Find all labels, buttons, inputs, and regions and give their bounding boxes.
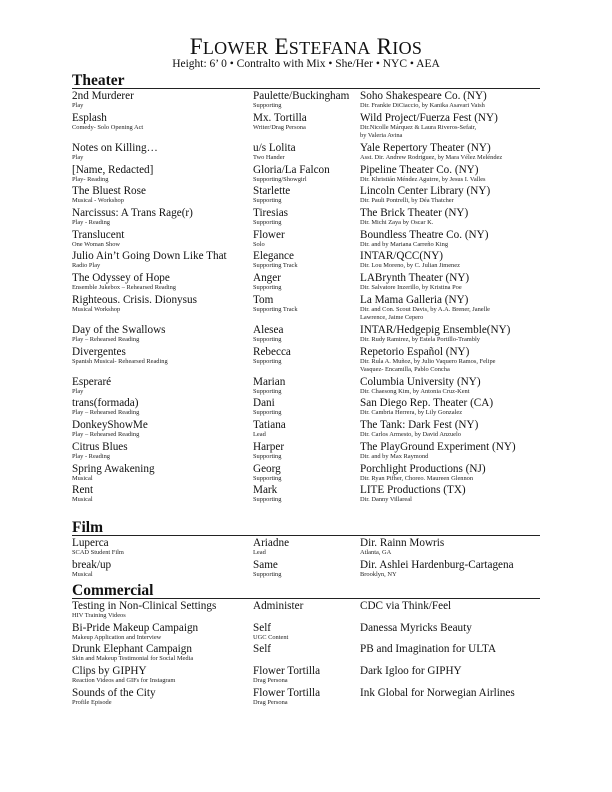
- venue-column: [360, 537, 542, 558]
- production-title: trans(formada): [72, 397, 139, 410]
- venue-column: [360, 294, 542, 323]
- role-name: Georg: [253, 462, 281, 475]
- role-column: [253, 112, 357, 133]
- role-note: Supporting: [253, 102, 282, 109]
- venue-name: Soho Shakespeare Co. (NY): [360, 90, 487, 102]
- venue-name: Dir. Ashlei Hardenburg-Cartagena: [360, 558, 514, 571]
- venue-name: La Mama Galleria (NY): [360, 293, 469, 306]
- director-credit: Dir. Carlos Armesto, by David Anzuelo: [360, 431, 461, 439]
- credit-list: [72, 90, 540, 506]
- credit-row: [72, 324, 540, 346]
- credit-row: [72, 463, 540, 485]
- venue-column: [360, 142, 542, 163]
- production-title: Testing in Non-Clinical Settings: [72, 600, 217, 612]
- role-name: Mark: [253, 484, 278, 497]
- role-column: [253, 537, 357, 558]
- role-note: Supporting Track: [253, 262, 298, 270]
- production-type: Ensemble Jukebox – Rehearsed Reading: [72, 284, 176, 291]
- director-credit: Dir. Danny Villareal: [360, 496, 412, 504]
- section-divider: [72, 535, 540, 536]
- role-note: Supporting/Showgirl: [253, 175, 307, 183]
- production-type: One Woman Show: [72, 240, 121, 248]
- role-column: [253, 397, 357, 418]
- role-note: Drag Persona: [253, 677, 288, 685]
- venue-column: [360, 207, 542, 228]
- role-note: UGC Content: [253, 633, 289, 641]
- director-credit: Dir. Rula A. Muñoz, by Julio Vaquero Ramos, Felipe: [360, 357, 496, 365]
- production-column: [72, 559, 248, 580]
- production-column: [72, 90, 248, 111]
- production-column: [72, 600, 248, 621]
- venue-name: CDC via Think/Feel: [360, 600, 452, 612]
- role-name: Flower Tortilla: [253, 686, 321, 699]
- role-name: u/s Lolita: [253, 141, 296, 154]
- production-title: Clips by GIPHY: [72, 665, 147, 678]
- credit-row: [72, 185, 540, 207]
- role-column: [253, 622, 357, 643]
- venue-name: INTAR/Hedgepig Ensemble(NY): [360, 323, 511, 336]
- role-column: [253, 687, 357, 708]
- production-column: [72, 463, 248, 484]
- production-title: Bi-Pride Makeup Campaign: [72, 621, 199, 634]
- role-name: Administer: [253, 600, 304, 612]
- venue-name: Ink Global for Norwegian Airlines: [360, 686, 515, 699]
- venue-name: LABrynth Theater (NY): [360, 272, 470, 284]
- section-title: Film: [72, 519, 103, 536]
- role-note: Supporting: [253, 387, 282, 395]
- role-name: Tom: [253, 293, 274, 306]
- venue-column: [360, 600, 542, 612]
- role-name: Self: [253, 643, 272, 656]
- production-type: Play: [72, 387, 84, 395]
- production-type: Reaction Videos and GIFs for Instagram: [72, 677, 176, 685]
- production-column: [72, 346, 248, 367]
- venue-column: [360, 484, 542, 505]
- credit-row: [72, 397, 540, 419]
- production-column: [72, 397, 248, 418]
- venue-name: LITE Productions (TX): [360, 484, 466, 497]
- production-type: Musical: [72, 570, 93, 578]
- role-name: Anger: [253, 272, 281, 284]
- credit-row: [72, 484, 540, 506]
- director-credit: Dir. Lou Moreno, by C. Julian Jimenez: [360, 262, 460, 270]
- production-type: Musical: [72, 496, 93, 504]
- director-credit: Dir. Khristián Méndez Aguirre, by Jesus I. Valles: [360, 175, 486, 183]
- role-note: Supporting: [253, 284, 282, 291]
- venue-name: Wild Project/Fuerza Fest (NY): [360, 111, 498, 124]
- role-note: Supporting: [253, 452, 282, 460]
- director-credit: Brooklyn, NY: [360, 570, 397, 578]
- production-type: Musical Workshop: [72, 305, 121, 313]
- role-column: [253, 229, 357, 250]
- venue-column: [360, 559, 542, 580]
- role-column: [253, 324, 357, 345]
- production-type: Play: [72, 102, 84, 109]
- role-name: Rebecca: [253, 345, 291, 358]
- role-note: Two Hander: [253, 153, 285, 161]
- role-name: Harper: [253, 440, 285, 453]
- production-type: Play - Reading: [72, 452, 110, 460]
- venue-name: Lincoln Center Library (NY): [360, 185, 491, 198]
- role-name: Tatiana: [253, 419, 286, 432]
- venue-column: [360, 376, 542, 397]
- production-type: Play- Reading: [72, 175, 109, 183]
- section-divider: [72, 88, 540, 89]
- role-column: [253, 185, 357, 206]
- credit-row: [72, 643, 540, 665]
- performer-name: FLOWER ESTEFANA RIOS: [189, 34, 423, 59]
- role-name: Gloria/La Falcon: [253, 163, 330, 176]
- director-credit: Dir. Ryan Pifher, Choreo. Maureen Glennon: [360, 474, 474, 482]
- director-credit-cont: Vasquez- Encamilla, Pablo Concha: [360, 366, 450, 374]
- credit-row: [72, 112, 540, 142]
- role-column: [253, 463, 357, 484]
- director-credit: Dir.Nicolle Márquez & Laura Riveros-Sefair,: [360, 123, 477, 131]
- section-film: [72, 520, 540, 580]
- credit-row: [72, 622, 540, 644]
- role-name: Flower: [253, 228, 285, 241]
- role-note: Supporting: [253, 335, 282, 343]
- production-title: [Name, Redacted]: [72, 163, 154, 176]
- production-column: [72, 537, 248, 558]
- production-type: Comedy- Solo Opening Act: [72, 123, 144, 131]
- production-type: Musical - Workshop: [72, 197, 124, 205]
- production-column: [72, 687, 248, 708]
- credit-row: [72, 376, 540, 398]
- role-name: Self: [253, 621, 272, 634]
- production-title: The Bluest Rose: [72, 185, 146, 198]
- venue-column: [360, 346, 542, 375]
- section-title: Commercial: [72, 582, 154, 599]
- production-title: Citrus Blues: [72, 440, 128, 453]
- venue-name: The Brick Theater (NY): [360, 206, 469, 219]
- venue-column: [360, 90, 542, 111]
- production-type: Skin and Makeup Testimonial for Social Media: [72, 655, 194, 663]
- production-column: [72, 142, 248, 163]
- venue-name: The PlayGround Experiment (NY): [360, 440, 516, 453]
- role-column: [253, 419, 357, 440]
- production-column: [72, 250, 248, 271]
- production-title: Julio Ain’t Going Down Like That: [72, 250, 227, 263]
- director-credit: Asst. Dir. Andrew Rodriguez, by Mara Vélez Meléndez: [360, 153, 503, 161]
- director-credit: Dir. Salvatore Inzerillo, by Kristina Poe: [360, 284, 462, 291]
- venue-column: [360, 250, 542, 271]
- venue-column: [360, 687, 542, 699]
- role-column: [253, 346, 357, 367]
- production-title: Esplash: [72, 111, 107, 124]
- production-type: Play – Rehearsed Reading: [72, 409, 140, 417]
- production-type: Makeup Application and Interview: [72, 633, 162, 641]
- credit-row: [72, 207, 540, 229]
- role-column: [253, 207, 357, 228]
- venue-name: Yale Repertory Theater (NY): [360, 141, 491, 154]
- production-type: Play – Rehearsed Reading: [72, 335, 140, 343]
- production-title: Sounds of the City: [72, 686, 156, 699]
- director-credit: Dir. Rudy Ramirez, by Estela Portillo-Trambly: [360, 335, 480, 343]
- section-title: Theater: [72, 72, 125, 89]
- director-credit: Dir. and Con. Scout Davis, by A.A. Brener, Janelle: [360, 305, 491, 313]
- production-column: [72, 207, 248, 228]
- credit-row: [72, 419, 540, 441]
- production-column: [72, 622, 248, 643]
- venue-name: San Diego Rep. Theater (CA): [360, 397, 494, 410]
- production-column: [72, 294, 248, 315]
- venue-column: [360, 463, 542, 484]
- role-column: [253, 164, 357, 185]
- credit-row: [72, 687, 540, 709]
- director-credit: Dir. and by Mariana Carreño King: [360, 240, 449, 248]
- credit-row: [72, 600, 540, 622]
- production-column: [72, 324, 248, 345]
- venue-column: [360, 185, 542, 206]
- role-name: Marian: [253, 375, 286, 388]
- production-type: Spanish Musical- Rehearsed Reading: [72, 357, 168, 365]
- director-credit: Atlanta, GA: [360, 549, 392, 556]
- production-column: [72, 419, 248, 440]
- credit-row: [72, 250, 540, 272]
- production-column: [72, 441, 248, 462]
- venue-column: [360, 229, 542, 250]
- director-credit: Dir. Michi Zaya by Oscar K.: [360, 218, 434, 226]
- production-column: [72, 376, 248, 397]
- production-title: Rent: [72, 484, 94, 497]
- role-column: [253, 665, 357, 686]
- role-note: Solo: [253, 240, 265, 248]
- role-name: Paulette/Buckingham: [253, 90, 350, 102]
- production-column: [72, 185, 248, 206]
- credit-row: [72, 142, 540, 164]
- role-note: Lead: [253, 431, 266, 439]
- role-name: Same: [253, 558, 278, 571]
- role-name: Tiresias: [253, 206, 289, 219]
- venue-name: Danessa Myricks Beauty: [360, 621, 472, 634]
- venue-column: [360, 164, 542, 185]
- venue-name: Boundless Theatre Co. (NY): [360, 228, 489, 241]
- role-column: [253, 294, 357, 315]
- production-title: Divergentes: [72, 345, 126, 358]
- credit-row: [72, 441, 540, 463]
- role-column: [253, 250, 357, 271]
- role-name: Alesea: [253, 323, 284, 336]
- production-type: Radio Play: [72, 262, 101, 270]
- production-title: Drunk Elephant Campaign: [72, 643, 192, 656]
- role-note: Drag Persona: [253, 698, 288, 706]
- role-column: [253, 559, 357, 580]
- production-title: Day of the Swallows: [72, 323, 166, 336]
- role-name: Dani: [253, 397, 275, 410]
- role-column: [253, 484, 357, 505]
- credit-row: [72, 559, 540, 581]
- credit-row: [72, 229, 540, 251]
- role-note: Supporting: [253, 474, 282, 482]
- credit-row: [72, 294, 540, 324]
- production-title: 2nd Murderer: [72, 90, 134, 102]
- role-note: Supporting: [253, 496, 282, 504]
- venue-column: [360, 324, 542, 345]
- production-title: The Odyssey of Hope: [72, 272, 170, 284]
- credit-row: [72, 272, 540, 294]
- role-note: Writer/Drag Persona: [253, 123, 306, 131]
- role-name: Mx. Tortilla: [253, 111, 307, 124]
- role-note: Supporting: [253, 409, 282, 417]
- credit-row: [72, 164, 540, 186]
- director-credit-cont: by Valeria Avina: [360, 132, 403, 140]
- role-column: [253, 272, 357, 293]
- production-type: Play: [72, 153, 84, 161]
- production-column: [72, 665, 248, 686]
- production-column: [72, 164, 248, 185]
- credit-row: [72, 537, 540, 559]
- production-column: [72, 229, 248, 250]
- production-type: HIV Training Videos: [72, 612, 126, 619]
- role-note: Supporting: [253, 570, 282, 578]
- venue-name: Columbia University (NY): [360, 375, 481, 388]
- credit-list: [72, 537, 540, 580]
- venue-name: Repetorio Español (NY): [360, 345, 470, 358]
- production-title: DonkeyShowMe: [72, 419, 148, 432]
- director-credit: Dir. and by Max Raymond: [360, 452, 429, 460]
- role-name: Flower Tortilla: [253, 665, 321, 678]
- role-note: Lead: [253, 549, 266, 556]
- role-name: Ariadne: [253, 537, 290, 549]
- director-credit-cont: Lawrence, Jaime Cepero: [360, 314, 424, 322]
- director-credit: Dir. Frankie DiCiaccio, by Kanika Asavari Vaish: [360, 102, 485, 109]
- production-title: break/up: [72, 558, 112, 571]
- venue-name: Porchlight Productions (NJ): [360, 462, 486, 475]
- venue-column: [360, 397, 542, 418]
- role-column: [253, 376, 357, 397]
- venue-name: PB and Imagination for ULTA: [360, 643, 497, 656]
- venue-name: The Tank: Dark Fest (NY): [360, 419, 479, 432]
- production-column: [72, 484, 248, 505]
- production-column: [72, 643, 248, 664]
- section-commercial: [72, 583, 540, 708]
- role-note: Supporting Track: [253, 305, 298, 313]
- director-credit: Dir. Pauli Pontrelli, by Déa Thatcher: [360, 197, 454, 205]
- production-column: [72, 272, 248, 293]
- director-credit: Dir. Cambria Herrera, by Lily Gonzalez: [360, 409, 463, 417]
- production-column: [72, 112, 248, 133]
- production-title: Spring Awakening: [72, 462, 155, 475]
- venue-column: [360, 441, 542, 462]
- role-column: [253, 441, 357, 462]
- production-type: Play - Reading: [72, 218, 110, 226]
- role-column: [253, 90, 357, 111]
- credit-row: [72, 90, 540, 112]
- production-title: Esperaré: [72, 375, 112, 388]
- production-title: Notes on Killing…: [72, 141, 158, 154]
- production-title: Luperca: [72, 537, 109, 549]
- production-type: SCAD Student Film: [72, 549, 124, 556]
- production-title: Translucent: [72, 228, 125, 241]
- venue-name: INTAR/QCC(NY): [360, 250, 444, 263]
- role-column: [253, 643, 357, 655]
- production-type: Profile Episode: [72, 698, 112, 706]
- production-title: Narcissus: A Trans Rage(r): [72, 206, 193, 219]
- credit-row: [72, 346, 540, 376]
- venue-name: Dir. Rainn Mowris: [360, 537, 445, 549]
- venue-column: [360, 419, 542, 440]
- performer-details: Height: 6’ 0 • Contralto with Mix • She/Her • NYC • AEA: [172, 58, 440, 70]
- director-credit: Dir. Chaesong Kim, by Antonia Cruz-Kent: [360, 387, 470, 395]
- credit-row: [72, 665, 540, 687]
- role-note: Supporting: [253, 357, 282, 365]
- credit-list: [72, 600, 540, 708]
- role-name: Elegance: [253, 250, 294, 263]
- venue-column: [360, 112, 542, 141]
- venue-name: Pipeline Theater Co. (NY): [360, 163, 479, 176]
- role-name: Starlette: [253, 185, 291, 198]
- venue-column: [360, 643, 542, 655]
- venue-column: [360, 622, 542, 634]
- production-type: Play – Rehearsed Reading: [72, 431, 140, 439]
- venue-column: [360, 272, 542, 293]
- production-type: Musical: [72, 474, 93, 482]
- role-column: [253, 142, 357, 163]
- role-note: Supporting: [253, 218, 282, 226]
- venue-name: Dark Igloo for GIPHY: [360, 665, 462, 678]
- section-theater: [72, 73, 540, 506]
- role-column: [253, 600, 357, 612]
- venue-column: [360, 665, 542, 677]
- role-note: Supporting: [253, 197, 282, 205]
- production-title: Righteous. Crisis. Dionysus: [72, 293, 197, 306]
